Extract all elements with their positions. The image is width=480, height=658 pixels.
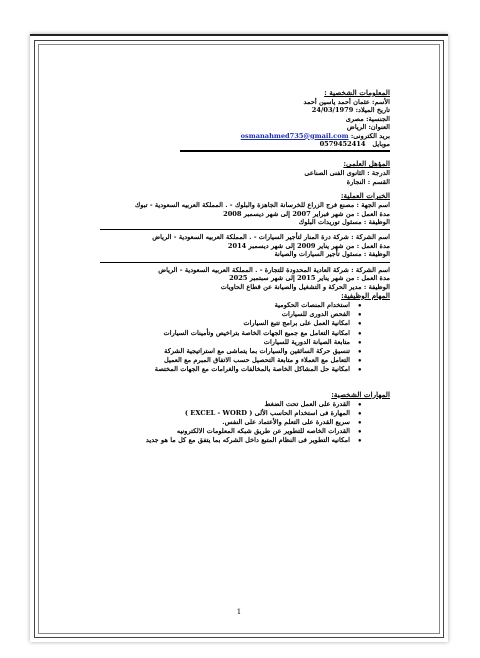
address-line: العنوان: الرياض	[346, 123, 390, 132]
nationality-line: الجنسية: مصرى	[345, 114, 390, 123]
list-item: • القدرة على العمل تحت الضغط	[100, 400, 350, 409]
separator-line	[100, 229, 390, 230]
list-item: • القدرات الخاصه للتطوير عن طريق شبكه المعلومات الالكترونيه	[100, 427, 350, 436]
section-line: القسم : النجارة	[346, 177, 390, 186]
skills-heading: المهارات الشخصية:	[331, 389, 390, 399]
personal-heading: المعلومات الشخصية :	[324, 88, 390, 97]
job-role: الوظيفة : مسئول توريدات البلوك	[298, 218, 390, 227]
mobile-line	[100, 140, 390, 148]
job-period: مدة العمل : من شهر فبراير 2007 إلى شهر ديسمبر 2008	[223, 209, 390, 218]
skills-list	[100, 400, 390, 446]
list-item: • المهارة فى استخدام الحاسب الألى ( EXCEL - WORD )	[100, 409, 350, 418]
email-link[interactable]: osmanahmed735@gmail.com	[240, 131, 349, 140]
job-period: مدة العمل : من شهر يناير 2009 إلى شهر ديسمبر 2014	[227, 241, 390, 250]
list-item: • امكانية العمل على برامج تتبع السيارات	[100, 319, 350, 328]
name-line: الأسم: عثمان أحمد ياسين أحمد	[303, 98, 390, 106]
job-role: الوظيفة : مدير الحركة و التشغيل والصيانة عن قطاع الحاويات	[220, 282, 390, 291]
dob-line: تاريخ الميلاد: 24/03/1979	[311, 106, 390, 115]
degree-line: الدرجة : الثانوى الفنى الصناعى	[304, 169, 390, 178]
job-role: الوظيفة : مسئول تأجير السيارات والصيانة	[274, 250, 390, 259]
list-item: • امكانيه التطوير فى النظام المتبع داخل الشركه بما يتفق مع كل ما هو جديد	[100, 436, 350, 445]
duties-list	[100, 301, 390, 375]
email-label: بريد الكترونى:	[350, 131, 390, 140]
job-entity: اسم الشركة : شركة درة المنار لتأجير السيارات - . المملكة العربيه السعودية - الرياض	[152, 233, 390, 242]
job-entity: اسم الشركة : شركة العادية المحدودة للتجارة - . المملكة العربيه السعودية - الرياض	[158, 265, 390, 274]
job-period: مدة العمل : من شهر يناير 2015 إلى شهر سبتمبر 2025	[229, 274, 390, 283]
job-entity: اسم الجهة : مصنع فرج الزراع للخرسانة الجاهزة والبلوك - . المملكة العربيه السعودية - تبوك	[134, 201, 390, 210]
page-number: 1	[236, 608, 242, 616]
mobile-number: 0579452414	[319, 140, 366, 149]
list-item: • الفحص الدورى للسيارات	[100, 310, 350, 319]
education-heading: المؤهل العلمى:	[343, 159, 390, 169]
cv-content	[100, 88, 390, 446]
list-item: • التعامل مع العملاء و متابعة التحصيل حسب الاتفاق المبرم مع العميل	[100, 356, 350, 365]
email-line	[100, 132, 390, 140]
list-item: • استخدام المنصات الحكومية	[100, 301, 350, 310]
list-item: • امكانية التعامل مع جميع الجهات الخاصة بتراخيص وتأمينات السيارات	[100, 329, 350, 338]
separator-line	[100, 262, 390, 263]
separator-line	[180, 150, 390, 152]
experience-heading: الخبرات العملية:	[340, 191, 390, 201]
mobile-label: موبايل	[372, 140, 390, 149]
list-item: • امكانية حل المشاكل الخاصة بالمخالفات والغرامات مع الجهات المختصة	[100, 365, 350, 374]
list-item: • سريع القدرة على التعلم والأعتماد على النفس.	[100, 418, 350, 427]
list-item: • تنسيق حركة السائقين والسيارات بما يتماشى مع استراتيجية الشركة	[100, 347, 350, 356]
document-page	[30, 34, 448, 642]
list-item: • متابعة الصيانة الدورية للسيارات	[100, 338, 350, 347]
duties-heading: المهام الوظيفية:	[341, 290, 390, 300]
